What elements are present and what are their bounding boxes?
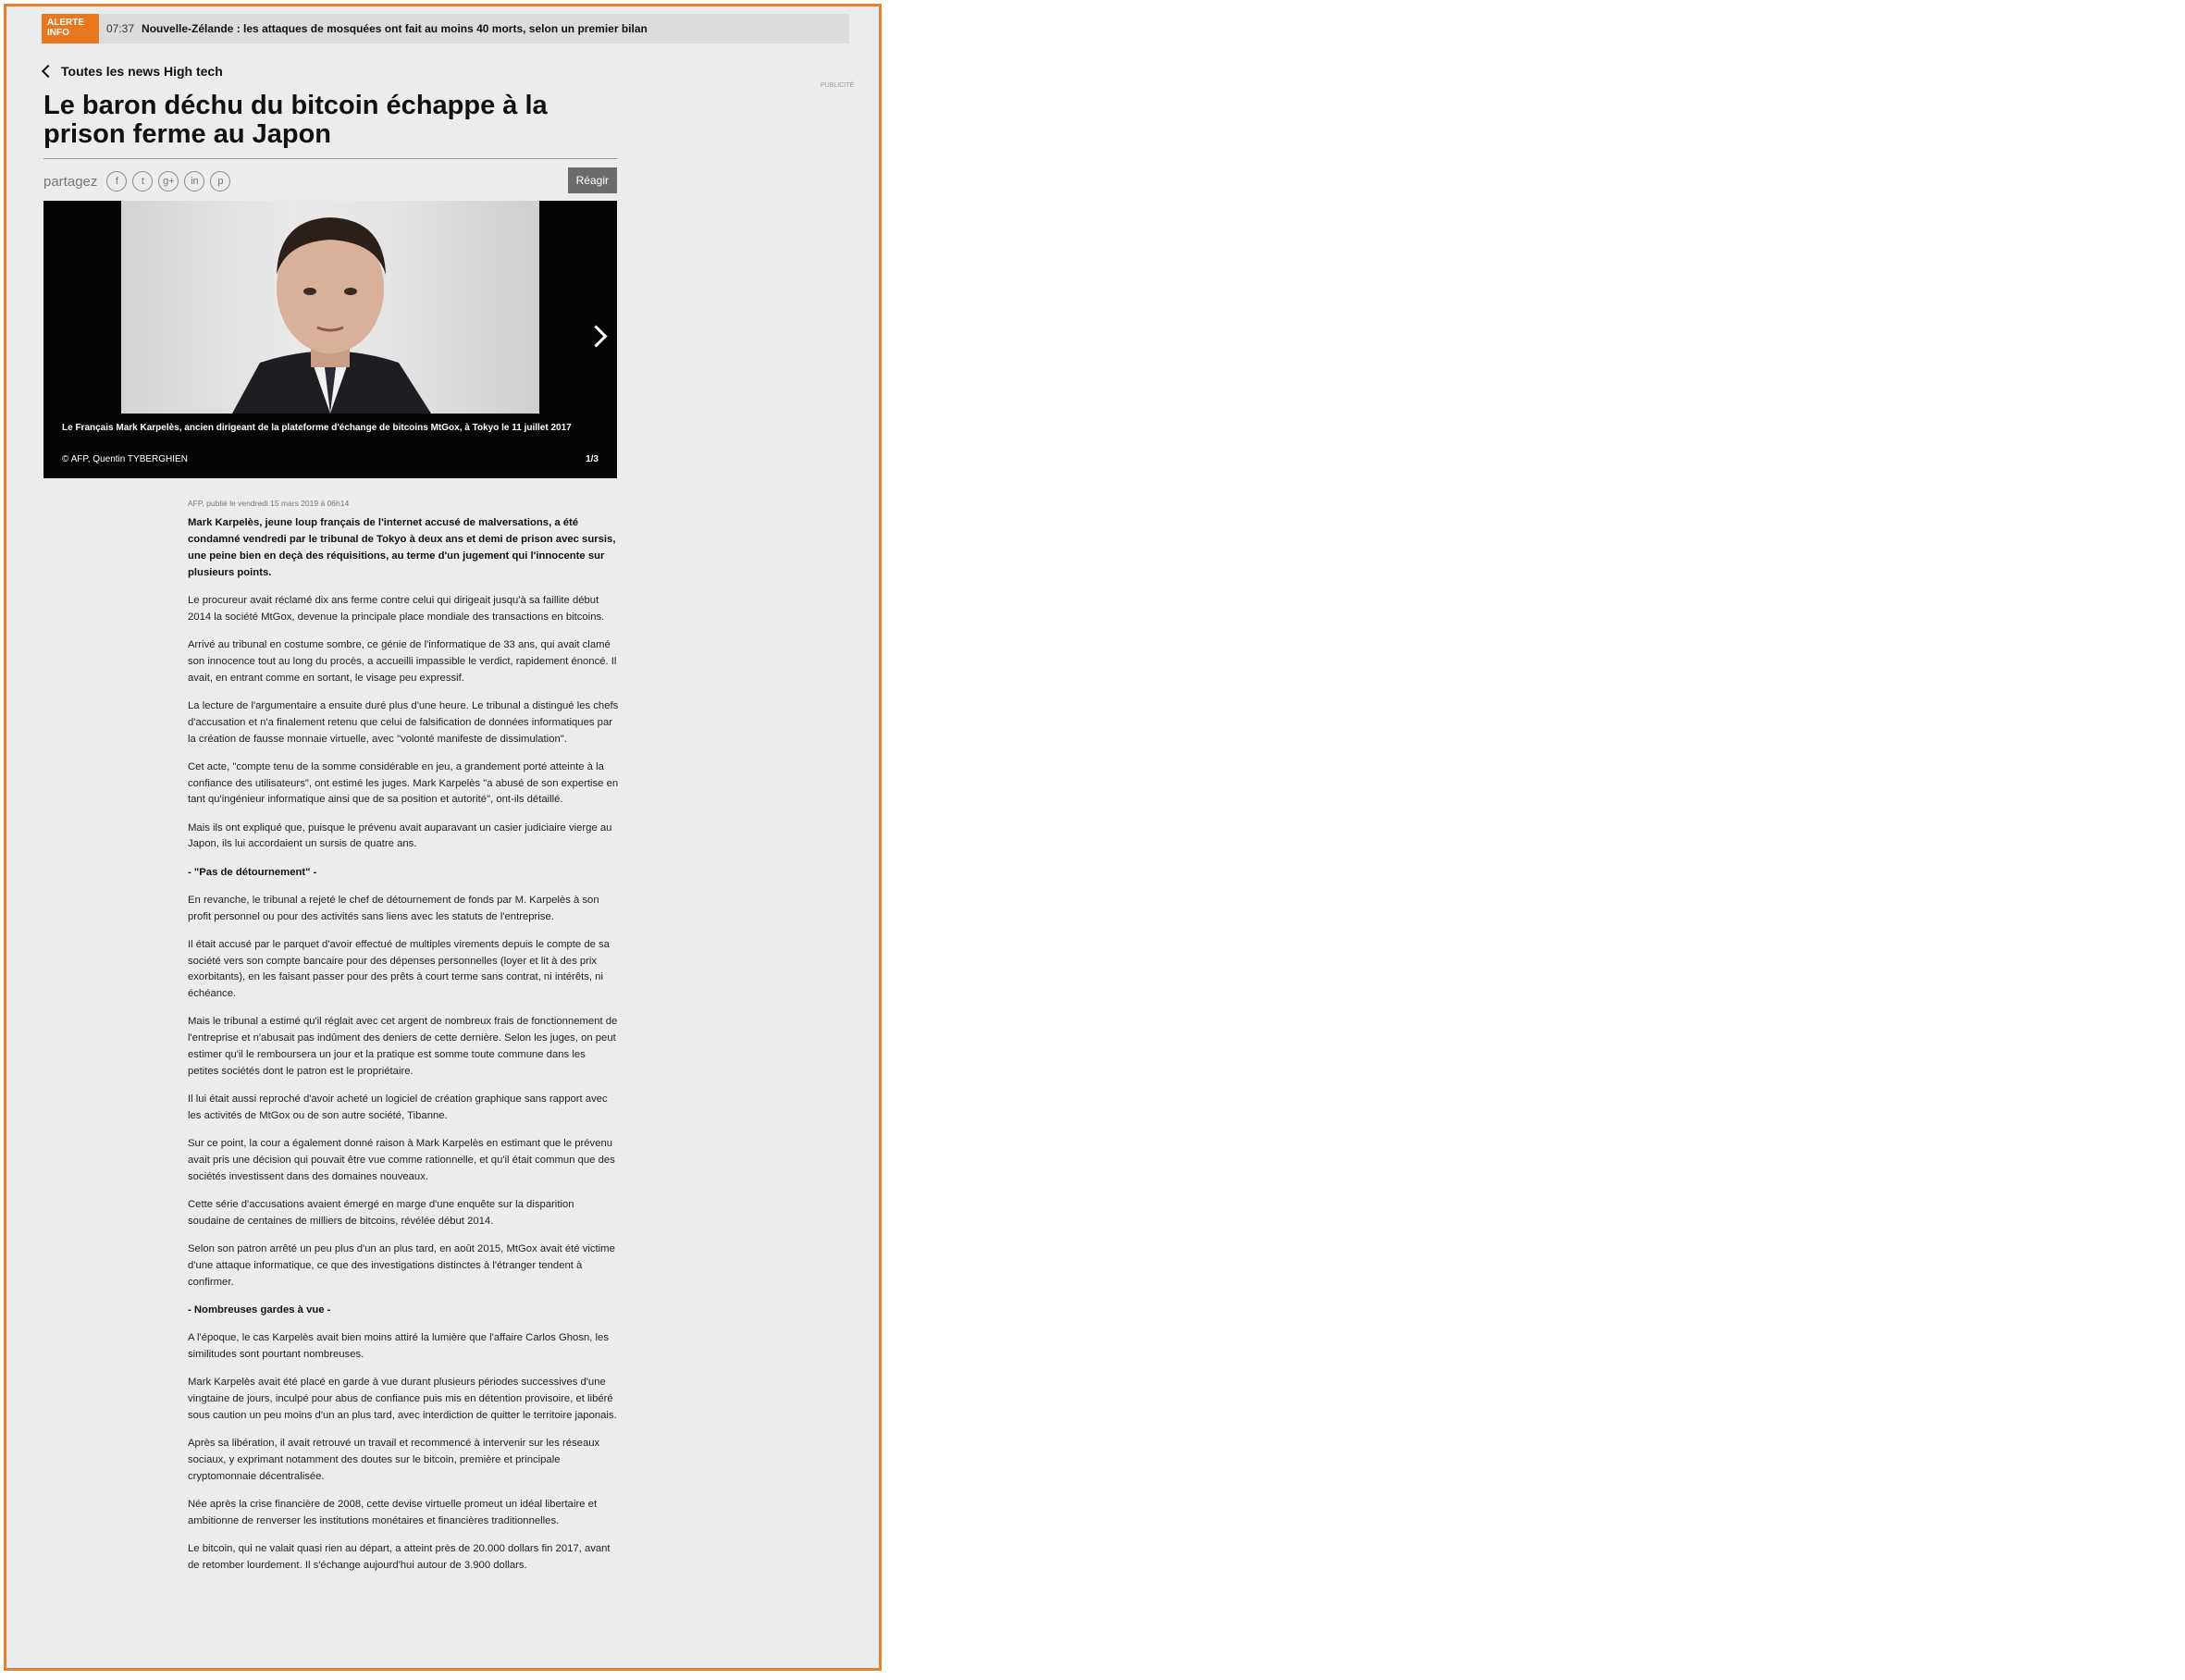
article-paragraph: A l'époque, le cas Karpelès avait bien moins attiré la lumière que l'affaire Carlos Ghosn, les similitudes sont pourtant nombreuses. xyxy=(188,1332,609,1361)
linkedin-icon[interactable]: in xyxy=(184,171,204,191)
ad-label: PUBLICITÉ xyxy=(821,82,855,89)
article-paragraph: Née après la crise financière de 2008, cette devise virtuelle promeut un idéal libertaire et ambitionne de renverser les institutions monétaires et financières traditionnelles. xyxy=(188,1498,598,1526)
breaking-news-bar[interactable] xyxy=(42,14,849,43)
chevron-left-icon xyxy=(42,65,55,78)
photo-counter: 1/3 xyxy=(586,454,599,464)
article-meta: AFP, publié le vendredi 15 mars 2019 à 06h14 xyxy=(188,499,350,508)
twitter-icon[interactable]: t xyxy=(132,171,153,191)
back-link-label: Toutes les news High tech xyxy=(61,64,223,79)
page-frame xyxy=(4,4,882,1671)
alert-headline-link[interactable]: Nouvelle-Zélande : les attaques de mosquées ont fait au moins 40 morts, selon un premier bilan xyxy=(142,22,648,35)
react-button[interactable]: Réagir xyxy=(568,167,617,193)
article-paragraph: La lecture de l'argumentaire a ensuite duré plus d'une heure. Le tribunal a distingué les chefs d'accusation et n'a finalement retenu que celui de falsification de données informatiques par la création de fausse monnaie virtuelle, avec "volonté manifeste de dissimulation". xyxy=(188,699,619,745)
portrait-illustration xyxy=(121,201,539,414)
facebook-icon[interactable]: f xyxy=(106,171,127,191)
pinterest-icon[interactable]: p xyxy=(210,171,230,191)
article-subheading: - "Pas de détournement" - xyxy=(188,866,317,878)
article-paragraph: Arrivé au tribunal en costume sombre, ce génie de l'informatique de 33 ans, qui avait clamé son innocence tout au long du procès, a accueilli impassible le verdict, rapidement énoncé. Il avait, en entrant comme en sortant, le visage peu expressif. xyxy=(188,638,617,684)
article-photo xyxy=(121,201,539,414)
share-bar xyxy=(43,167,617,195)
article-paragraph: Cette série d'accusations avaient émergé en marge d'une enquête sur la disparition soudaine de centaines de milliers de bitcoins, révélée début 2014. xyxy=(188,1199,574,1228)
photo-caption: Le Français Mark Karpelès, ancien dirigeant de la plateforme d'échange de bitcoins MtGox, à Tokyo le 11 juillet 2017 xyxy=(62,423,572,433)
share-label: partagez xyxy=(43,173,98,190)
photo-credit: © AFP, Quentin TYBERGHIEN xyxy=(62,454,188,464)
article-body xyxy=(188,498,619,1586)
back-to-high-tech-link[interactable] xyxy=(43,64,223,79)
article-paragraph: Mais le tribunal a estimé qu'il réglait avec cet argent de nombreux frais de fonctionnement de l'entreprise et n'abusait pas indûment des deniers de cette dernière. Selon les juges, on peut estimer qu'il le remboursera un jour et la pratique est somme toute commune dans les petites sociétés dont le patron est le propriétaire. xyxy=(188,1016,618,1078)
article-paragraph: Le procureur avait réclamé dix ans ferme contre celui qui dirigeait jusqu'à sa faillite début 2014 la société MtGox, devenue la principale place mondiale des transactions en bitcoins. xyxy=(188,594,605,623)
article-paragraph: Mark Karpelès avait été placé en garde à vue durant plusieurs périodes successives d'une vingtaine de jours, inculpé pour abus de confiance puis mis en détention provisoire, et libéré sous caution un peu moins d'un an plus tard, avec interdiction de quitter le territoire japonais. xyxy=(188,1377,617,1421)
article-paragraph: Selon son patron arrêté un peu plus d'un an plus tard, en août 2015, MtGox avait été victime d'une attaque informatique, ce que des investigations distinctes à l'étranger tendent à confirmer. xyxy=(188,1243,615,1288)
alert-badge: ALERTE INFO xyxy=(42,14,99,43)
article-lead: Mark Karpelès, jeune loup français de l'internet accusé de malversations, a été condamné vendredi par le tribunal de Tokyo à deux ans et demi de prison avec sursis, une peine bien en deçà des réquisitions, au terme d'un jugement qui l'innocente sur plusieurs points. xyxy=(188,517,616,578)
article-paragraph: Sur ce point, la cour a également donné raison à Mark Karpelès en estimant que le prévenu avait pris une décision qui pouvait être vue comme rationnelle, et qu'il était commun que des sociétés investissent dans des domaines nouveaux. xyxy=(188,1138,615,1183)
chevron-right-icon[interactable] xyxy=(585,325,607,347)
photo-carousel[interactable] xyxy=(43,201,617,478)
article-paragraph: Après sa libération, il avait retrouvé un travail et recommencé à intervenir sur les réseaux sociaux, y exprimant notamment des doutes sur le bitcoin, première et principale cryptomonnaie décentralisée. xyxy=(188,1438,600,1482)
alert-time: 07:37 xyxy=(106,22,135,35)
title-divider xyxy=(43,158,617,159)
article-paragraph: Mais ils ont expliqué que, puisque le prévenu avait auparavant un casier judiciaire vierge au Japon, ils lui accordaient un sursis de quatre ans. xyxy=(188,821,612,850)
google-plus-icon[interactable]: g+ xyxy=(158,171,179,191)
article-paragraph: Cet acte, "compte tenu de la somme considérable en jeu, a grandement porté atteinte à la confiance des utilisateurs", ont estimé les juges. Mark Karpelès "a abusé de son expertise en tant qu'ingénieur informatique ainsi que de sa position et autorité", ont-ils détaillé. xyxy=(188,760,619,806)
article-paragraph: En revanche, le tribunal a rejeté le chef de détournement de fonds par M. Karpelès à son profit personnel ou pour des activités sans liens avec les statuts de l'entreprise. xyxy=(188,894,599,922)
article-paragraph: Il était accusé par le parquet d'avoir effectué de multiples virements depuis le compte de sa société vers son compte bancaire pour des dépenses personnelles (loyer et lit à des prix exorbitants), en les faisant passer pour des prêts à court terme sans contrat, ni intérêts, ni échéance. xyxy=(188,938,610,1000)
article-subheading: - Nombreuses gardes à vue - xyxy=(188,1304,331,1316)
article-paragraph: Le bitcoin, qui ne valait quasi rien au départ, a atteint près de 20.000 dollars fin 2017, avant de retomber lourdement. Il s'échange aujourd'hui autour de 3.900 dollars. xyxy=(188,1542,611,1571)
article-title: Le baron déchu du bitcoin échappe à la prison ferme au Japon xyxy=(43,91,548,149)
article-paragraph: Il lui était aussi reproché d'avoir acheté un logiciel de création graphique sans rapport avec les activités de MtGox ou de son autre société, Tibanne. xyxy=(188,1093,608,1122)
